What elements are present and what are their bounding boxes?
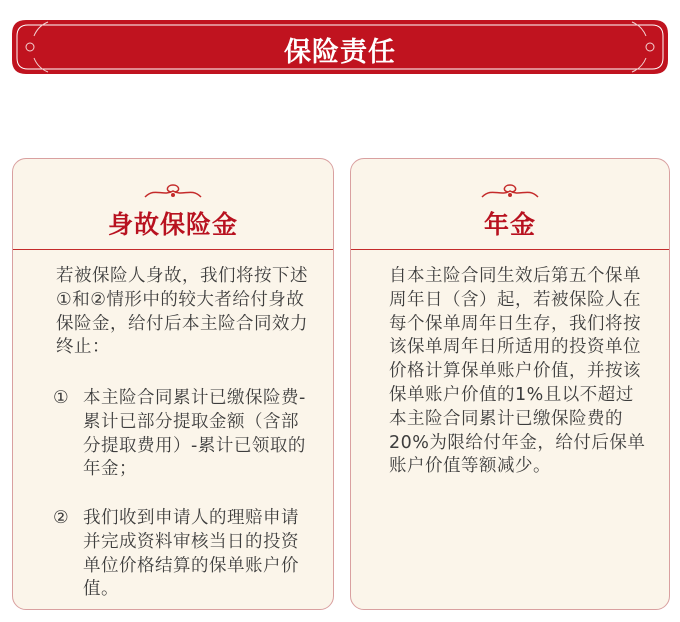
card-title: 年金 <box>483 210 536 239</box>
list-item: 本主险合同累计已缴保险费-累计已部分提取金额（含部分提取费用）-累计已领取的年金； <box>83 388 306 480</box>
ornament-icon <box>478 183 542 199</box>
annuity-card <box>350 158 670 610</box>
card-body-text: 自本主险合同生效后第五个保单周年日（含）起，若被保险人在每个保单周年日生存，我们将按该保单周年日所适用的投资单位价格计算保单账户价值，并按该保单账户价值的1%且以不超过本主险合同累计已缴保险费的20%为限给付年金，给付后保单账户价值等额减少。 <box>389 266 646 477</box>
page-title: 保险责任 <box>284 37 396 68</box>
death-benefit-card <box>12 158 334 610</box>
header-banner <box>8 16 672 78</box>
card-divider <box>13 249 333 250</box>
item-number: ① <box>53 388 69 408</box>
card-divider <box>351 249 669 250</box>
card-title: 身故保险金 <box>107 210 238 239</box>
card-intro-text: 若被保险人身故，我们将按下述①和②情形中的较大者给付身故保险金，给付后本主险合同效力终止： <box>56 266 308 358</box>
ornament-icon <box>141 183 205 199</box>
item-number: ② <box>53 508 69 528</box>
list-item: 我们收到申请人的理赔申请并完成资料审核当日的投资单位价格结算的保单账户价值。 <box>83 508 299 600</box>
